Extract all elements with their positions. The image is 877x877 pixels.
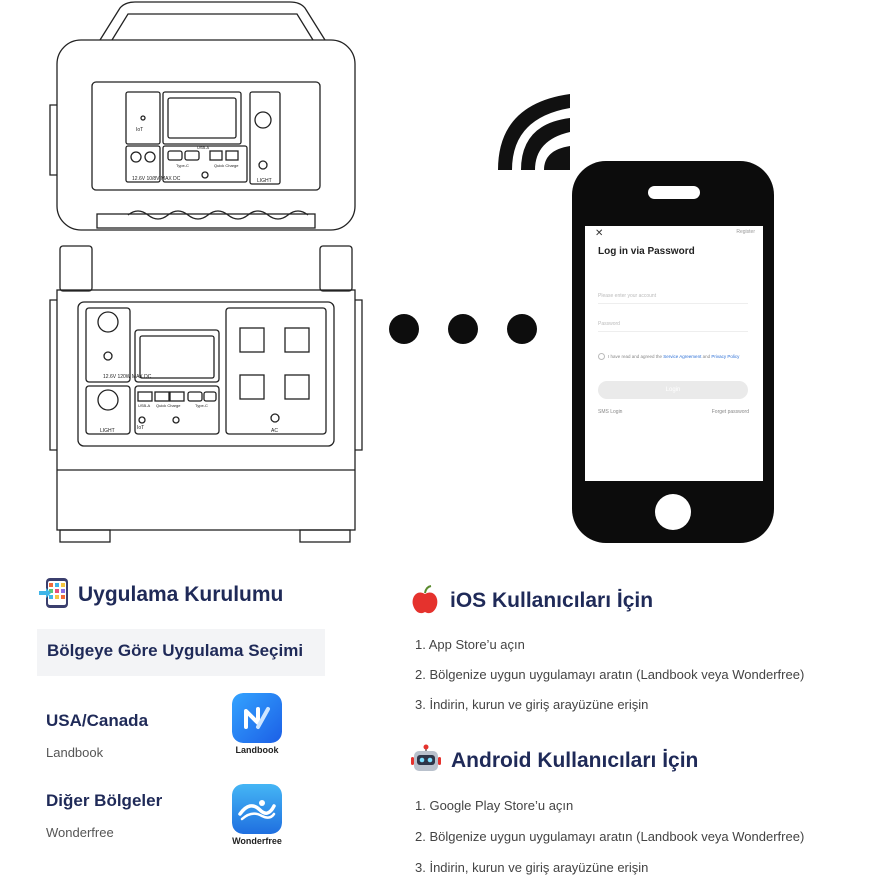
wonderfree-icon-label: Wonderfree bbox=[232, 836, 282, 846]
login-button[interactable]: Login bbox=[598, 381, 748, 399]
android-step: 1. Google Play Store’u açın bbox=[415, 798, 574, 813]
login-title: Log in via Password bbox=[598, 246, 695, 257]
mobile-app-icon bbox=[38, 577, 70, 609]
landbook-app-icon[interactable] bbox=[232, 693, 282, 743]
region-usa-canada: USA/Canada bbox=[46, 711, 149, 730]
top-usba-label: USB-A bbox=[197, 145, 210, 150]
android-step: 3. İndirin, kurun ve giriş arayüzüne erişin bbox=[415, 860, 649, 875]
service-agreement-link[interactable]: Service Agreement bbox=[663, 354, 702, 359]
privacy-policy-link[interactable]: Privacy Policy bbox=[711, 354, 740, 359]
forgot-password-link[interactable]: Forget password bbox=[711, 409, 749, 415]
wonderfree-app-icon[interactable] bbox=[232, 784, 282, 834]
ios-step: 1. App Store’u açın bbox=[415, 637, 525, 652]
agree-checkbox[interactable] bbox=[598, 353, 605, 360]
top-iot-label: IoT bbox=[136, 127, 144, 133]
region-usa-app: Landbook bbox=[46, 745, 104, 760]
bottom-typec-label: Type-C bbox=[195, 403, 208, 408]
connection-dot bbox=[507, 314, 537, 344]
region-other-app: Wonderfree bbox=[46, 825, 114, 840]
bottom-iot-label: IoT bbox=[137, 425, 145, 431]
ios-step: 2. Bölgenize uygun uygulamayı aratın (Landbook veya Wonderfree) bbox=[415, 667, 805, 682]
phone-login-screen bbox=[585, 226, 763, 481]
install-title: Uygulama Kurulumu bbox=[78, 583, 284, 606]
register-link[interactable]: Register bbox=[736, 229, 755, 235]
region-other: Diğer Bölgeler bbox=[46, 791, 163, 810]
sms-login-link[interactable]: SMS Login bbox=[598, 409, 623, 415]
region-header: Bölgeye Göre Uygulama Seçimi bbox=[47, 641, 304, 660]
bottom-light-label: LIGHT bbox=[100, 428, 115, 434]
top-light-label: LIGHT bbox=[257, 178, 272, 184]
top-quickcharge-label: Quick Charge bbox=[214, 163, 239, 168]
robot-icon bbox=[410, 744, 442, 776]
ios-step: 3. İndirin, kurun ve giriş arayüzüne erişin bbox=[415, 697, 649, 712]
close-icon[interactable]: ✕ bbox=[595, 228, 604, 239]
top-typec-label: Type-C bbox=[176, 163, 189, 168]
landbook-icon-label: Landbook bbox=[235, 745, 279, 755]
svg-text:12.6V 120W MAX DC: 12.6V 120W MAX DC bbox=[103, 374, 152, 380]
svg-text:12.6V 10/8V MAX DC: 12.6V 10/8V MAX DC bbox=[132, 176, 181, 182]
ios-title: iOS Kullanıcıları İçin bbox=[450, 589, 654, 612]
android-title: Android Kullanıcıları İçin bbox=[451, 749, 699, 772]
password-field[interactable]: Password bbox=[598, 321, 748, 332]
apple-icon bbox=[411, 585, 439, 615]
account-field[interactable]: Please enter your account bbox=[598, 293, 748, 304]
bottom-ac-label: AC bbox=[271, 428, 278, 434]
bottom-usba-label: USB-A bbox=[138, 403, 151, 408]
connection-dot bbox=[448, 314, 478, 344]
agreement-text[interactable]: I have read and agreed the Service Agreement and Privacy Policy bbox=[598, 353, 748, 360]
android-step: 2. Bölgenize uygun uygulamayı aratın (Landbook veya Wonderfree) bbox=[415, 829, 805, 844]
bottom-quickcharge-label: Quick Charge bbox=[156, 403, 181, 408]
connection-dot bbox=[389, 314, 419, 344]
wifi-icon bbox=[498, 94, 570, 170]
